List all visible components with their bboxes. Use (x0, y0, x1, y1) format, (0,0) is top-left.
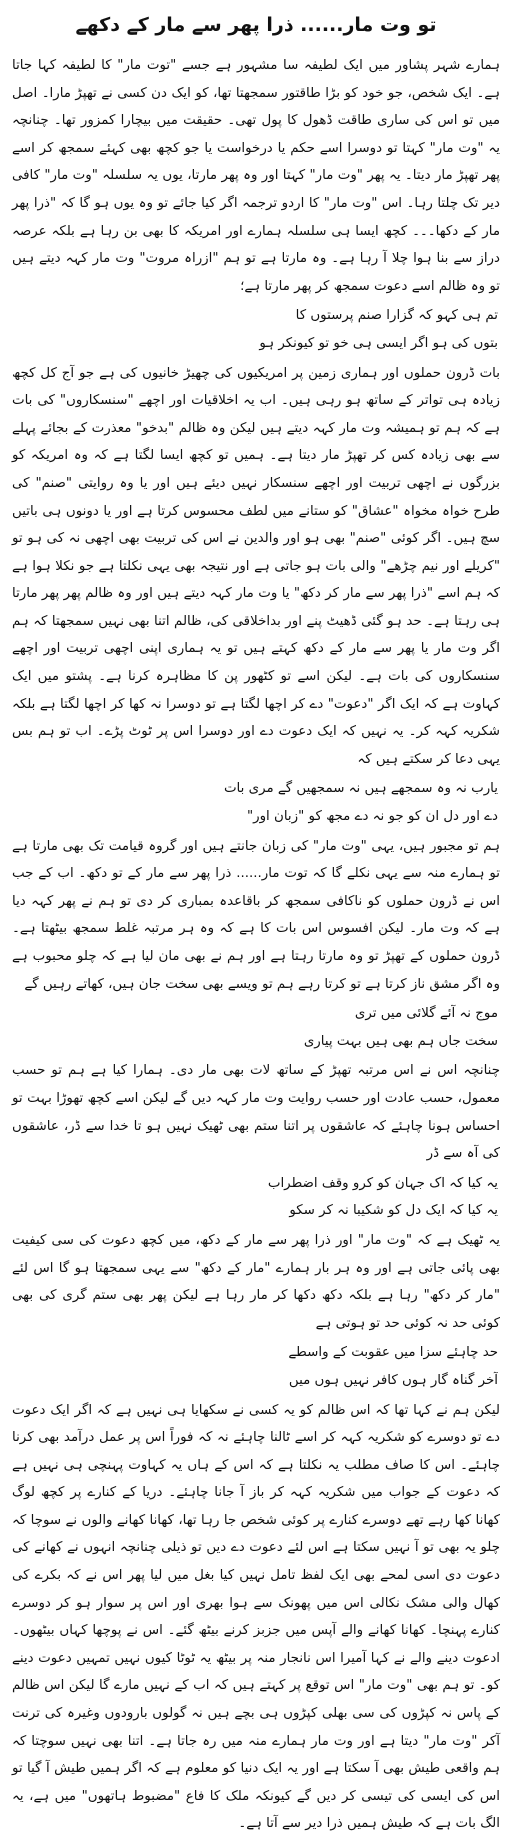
verse-line: موج نہ آئے گلائی میں تری (12, 1000, 498, 1028)
verse-line: بتوں کی ہو اگر ایسی ہی خو تو کیونکر ہو (12, 330, 498, 358)
article-title: تو وت مار...... ذرا پھر سے مار کے دکھے (12, 10, 500, 40)
paragraph-2: بات ڈرون حملوں اور ہماری زمین پر امریکیوں کی چھیڑ خانیوں کی ہے جو آج کل کچھ زیادہ ہی تواتر کے ساتھ ہو رہی ہیں۔ اب یہ اخلاقیات اور اچھے "سنسکاروں" کی بات ہے کہ ہم تو ہمیشہ وت مار کہہ دیتے ہیں لیکن وہ ظالم "بدخو" معذرت کے بجائے پہلے سے بھی زیادہ کس کر تھپڑ مار دیتا ہے۔ ہمیں تو کچھ ایسا لگتا ہے کہ وہ امریکہ کو بزرگوں نے اچھی تربیت اور اچھے سنسکار نہیں دیئے ہیں اور یا وہ روایتی "صنم" کی طرح خواہ مخواہ "عشاق" کو ستانے میں لطف محسوس کرتا ہے اور یا دونوں ہی باتیں سچ ہیں۔ اگر کوئی "صنم" بھی ہو اور والدین نے اس کی تربیت بھی اچھی نہ کی ہو تو "کریلے اور نیم چڑھے" والی بات ہو جاتی ہے اور نتیجہ بھی یہی نکلتا ہے جو نکلا ہوا ہے کہ ہم اسے "ذرا پھر سے مار کر دکھ" یا وت مار کہہ دیتے ہیں اور وہ ظالم پھر پھر مارتا ہی رہتا ہے۔ حد ہو گئی ڈھیٹ پنے اور بداخلاقی کی، ظالم اتنا بھی نہیں سمجھتا کہ ہم اگر وت مار یا پھر سے مار کے دکھ کہتے ہیں تو یہ ہماری اپنی اچھی تربیت اور اچھے سنسکاروں کی بات ہے۔ لیکن اسے تو کٹھور پن کا مظاہرہ کرنا ہے۔ پشتو میں ایک کہاوت ہے کہ ایک اگر "دعوت" دے کر اچھا لگتا ہے تو دوسرا نہ کھا کر اچھا لگتا ہے بلکہ شکریہ کہہ کر۔ یہ نہیں کہ ایک دعوت دے اور دوسرا اس پر ٹوٹ پڑے۔ اب تو ہم بس یہی دعا کر سکتے ہیں کہ (12, 360, 500, 774)
paragraph-1: ہمارے شہر پشاور میں ایک لطیفہ سا مشہور ہے جسے "توت مار" کا لطیفہ کہا جاتا ہے۔ ایک شخص، جو خود کو بڑا طاقتور سمجھتا تھا، کو ایک دن کسی نے تھپڑ مارا۔ اصل میں تو اس کی ساری طاقت ڈھول کا پول تھی۔ حقیقت میں بیچارا کمزور تھا۔ چنانچہ یہ "وت مار" کہتا تو دوسرا اسے حکم یا درخواست یا جو کچھ بھی کہئے سمجھ کر اسے پھر تھپڑ مار دیتا۔ یہ پھر "وت مار" کہتا اور وہ پھر مارتا، یوں یہ سلسلہ "وت مار" کافی دیر تک چلتا رہا۔ اس "وت مار" کا اردو ترجمہ اگر کیا جائے تو وہ یوں ہو گا کہ "ذرا پھر مار کے دکھا۔۔۔ کچھ ایسا ہی سلسلہ ہمارے اور امریکہ کا بھی بن رہا ہے بلکہ عرصہ دراز سے بنا ہوا چلا آ رہا ہے۔ وہ مارتا ہے تو ہم "ازراہ مروت" وت مار کہہ دیتے ہیں تو وہ ظالم اسے دعوت سمجھ کر پھر مارتا ہے؛ (12, 52, 500, 300)
verse-4 (12, 1170, 500, 1225)
verse-line: آخر گناہ گار ہوں کافر نہیں ہوں میں (12, 1367, 498, 1395)
verse-1 (12, 302, 500, 357)
verse-3 (12, 1000, 500, 1055)
verse-line: دے اور دل ان کو جو نہ دے مجھ کو "زبان اور" (12, 803, 498, 831)
paragraph-6: لیکن ہم نے کہا تھا کہ اس ظالم کو یہ کسی نے سکھایا ہی نہیں ہے کہ اگر ایک دعوت دے تو دوسرے کو شکریہ کہہ کر اسے ٹالنا چاہئے نہ کہ فوراً اس پر عمل درآمد بھی کرنا چاہئے۔ اس کا صاف مطلب یہ نکلتا ہے کہ اس کے ہاں یہ کہاوت پہنچی ہی نہیں ہے کہ دعوت کے جواب میں شکریہ کہہ کر باز آ جانا چاہئے۔ دریا کے کنارے پر کچھ لوگ کھانا کھا رہے تھے دوسرے کنارے پر کوئی شخص جا رہا تھا، کھانا کھانے والوں نے سوچا کہ چلو یہ بھی تو آ نہیں سکتا ہے اس لئے دعوت دے دیں تو ذیلی چنانچہ انہوں نے کھانے کی دعوت دی اسی لمحے بھی ایک لفظ تامل نہیں کیا بغل میں لیا پھر اس نے کہ بکرے کی کھال والی مشک نکالی اس میں پھونک سے ہوا بھری اور اس پر سوار ہو کر دوسرے کنارے پہنچا۔ کھانا کھانے والے آپس میں جزبز کرنے بیٹھ گئے۔ اس نے پوچھا کہاں بیٹھوں۔ ادعوت دینے والے نے کہا آمیرا اس نانجار منہ پر بیٹھ یہ ٹوٹا کیوں نہیں تمہیں دعوت دینے کو۔ تو ہم بھی "وت مار" اس توقع پر کہتے ہیں کہ اب کے نہیں مارے گا لیکن اس ظالم کے پاس نہ کپڑوں کی سی بھلی کپڑوں ہی بچے ہیں نہ گولوں بارودوں وغیرہ کی ترنت آکر "وت مار" دیتا ہے اور وت مار ہمارے منہ میں رہ جاتا ہے۔ اتنا بھی نہیں سوچتا کہ ہم واقعی طیش بھی آ سکتا ہے اور یہ ایک دنیا کو معلوم ہے کہ اگر ہمیں طیش آ گیا تو اس کی ایسی کی تیسی کر دیں گے کیونکہ ملک کا فاع "مضبوط ہاتھوں" میں ہے، یہ الگ بات ہے کہ طیش ہمیں ذرا دیر سے آتا ہے۔ (12, 1397, 500, 1838)
verse-2 (12, 775, 500, 830)
verse-line: یہ کیا کہ ایک دل کو شکیبا نہ کر سکو (12, 1197, 498, 1225)
verse-line: حد چاہئے سزا میں عقوبت کے واسطے (12, 1339, 498, 1367)
verse-line: سخت جاں ہم بھی ہیں بہت پیاری (12, 1028, 498, 1056)
paragraph-5: یہ ٹھیک ہے کہ "وت مار" اور ذرا پھر سے مار کے دکھ، میں کچھ دعوت کی سی کیفیت بھی پائی جاتی ہے اور وہ ہر بار ہمارے "مار کے دکھ" سے یہی سمجھتا ہو گا اس لئے "مار کر دکھ" رہا ہے بلکہ دکھ دکھا کر مار رہا ہے لیکن پھر بھی ستم گری کی بھی کوئی حد نہ کوئی حد تو ہوتی ہے (12, 1227, 500, 1337)
verse-line: تم ہی کہو کہ گزارا صنم پرستوں کا (12, 302, 498, 330)
paragraph-4: چنانچہ اس نے اس مرتبہ تھپڑ کے ساتھ لات بھی مار دی۔ ہمارا کیا ہے ہم تو حسب معمول، حسب عادت اور حسب روایت وت مار کہہ دیں گے لیکن اسے کچھ تھوڑا بہت تو احساس ہونا چاہئے کہ عاشقوں پر اتنا ستم بھی ٹھیک نہیں ہو تا خدا سے ڈر، عاشقوں کی آہ سے ڈر (12, 1057, 500, 1167)
verse-5 (12, 1339, 500, 1394)
verse-line: یہ کیا کہ اک جہان کو کرو وقف اضطراب (12, 1170, 498, 1198)
paragraph-3: ہم تو مجبور ہیں، یہی "وت مار" کی زبان جانتے ہیں اور گروہ قیامت تک بھی مارتا ہے تو ہمارے منہ سے یہی نکلے گا کہ توت مار...... ذرا پھر سے مار کے تو دکھ۔ اب کے جب اس نے ڈرون حملوں کو ناکافی سمجھ کر باقاعدہ بمباری کر دی تو ہم نے پھر کہہ دیا ہے کہ وت مار۔ لیکن افسوس اس بات کا ہے کہ وہ ہر مرتبہ غلط سمجھ بیٹھتا ہے۔ ڈرون حملوں کے تھپڑ تو وہ مارتا رہتا ہے اور ہم نے بھی مان لیا ہے کہ چلو محبوب ہے وہ اگر مشق ناز کرتا ہے تو کرتا رہے ہم تو ویسے بھی سخت جان ہیں، کھاتے رہیں گے (12, 833, 500, 999)
verse-line: یارب نہ وہ سمجھے ہیں نہ سمجھیں گے مری بات (12, 775, 498, 803)
